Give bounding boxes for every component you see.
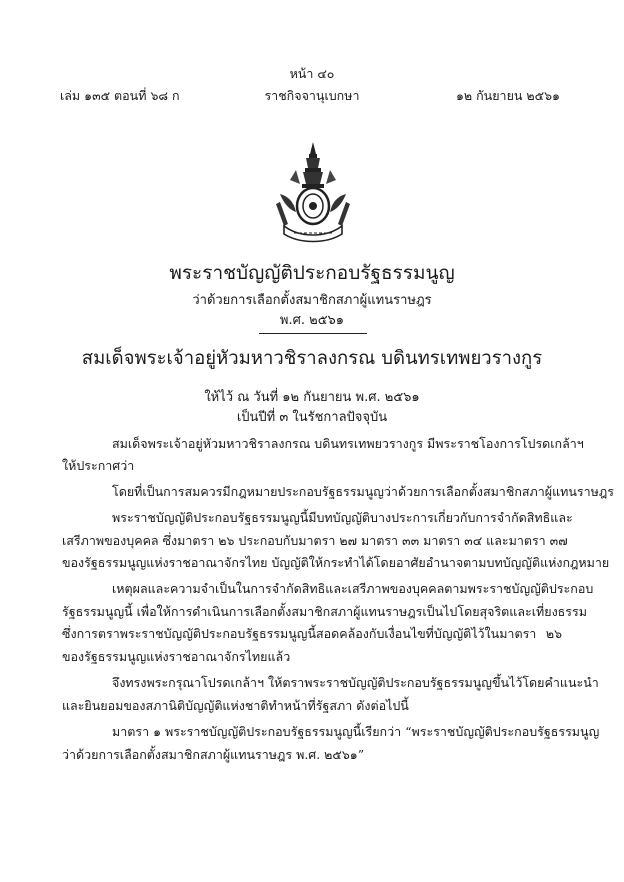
preamble-line: ของรัฐธรรมนูญแห่งราชอาณาจักรไทย บัญญัติให้กระทำได้โดยอาศัยอำนาจตามบทบัญญัติแห่งกฎหมาย: [62, 555, 610, 570]
gazette-name: ราชกิจจานุเบกษา: [264, 88, 360, 103]
preamble-line: พระราชบัญญัติประกอบรัฐธรรมนูญนี้มีบทบัญญัติบางประการเกี่ยวกับการจำกัดสิทธิและ: [112, 510, 573, 525]
preamble-line: จึงทรงพระกรุณาโปรดเกล้าฯ ให้ตราพระราชบัญญัติประกอบรัฐธรรมนูญขึ้นไว้โดยคำแนะนำ: [112, 675, 599, 690]
preamble-line: โดยที่เป็นการสมควรมีกฎหมายประกอบรัฐธรรมนูญว่าด้วยการเลือกตั้งสมาชิกสภาผู้แทนราษฎร: [112, 484, 615, 499]
preamble-line: รัฐธรรมนูญนี้ เพื่อให้การดำเนินการเลือกตั้งสมาชิกสภาผู้แทนราษฎรเป็นไปโดยสุจริตและเที่ยงธรรม: [62, 604, 587, 619]
preamble-line: เสรีภาพของบุคคล ซึ่งมาตรา ๒๖ ประกอบกับมาตรา ๒๗ มาตรา ๓๓ มาตรา ๓๔ และมาตรา ๓๗: [62, 533, 568, 548]
title-divider: [259, 333, 367, 334]
preamble-line: ให้ประกาศว่า: [62, 458, 135, 473]
king-name: สมเด็จพระเจ้าอยู่หัวมหาวชิราลงกรณ บดินทรเทพยวรางกูร: [81, 348, 543, 369]
page-number: หน้า ๔๐: [289, 66, 335, 81]
preamble-line: สมเด็จพระเจ้าอยู่หัวมหาวชิราลงกรณ บดินทรเทพยวรางกูร มีพระราชโองการโปรดเกล้าฯ: [112, 436, 584, 451]
royal-emblem-icon: [270, 140, 356, 244]
preamble-line: เหตุผลและความจำเป็นในการจำกัดสิทธิและเสรีภาพของบุคคลตามพระราชบัญญัติประกอบ: [112, 581, 594, 596]
gazette-date: ๑๒ กันยายน ๒๕๖๑: [455, 88, 560, 103]
reign-year: เป็นปีที่ ๓ ในรัชกาลปัจจุบัน: [236, 410, 388, 425]
given-date: ให้ไว้ ณ วันที่ ๑๒ กันยายน พ.ศ. ๒๕๖๑: [204, 390, 420, 405]
section-1-line: มาตรา ๑ พระราชบัญญัติประกอบรัฐธรรมนูญนี้เรียกว่า “พระราชบัญญัติประกอบรัฐธรรมนูญ: [112, 724, 600, 739]
preamble-line: และยินยอมของสภานิติบัญญัติแห่งชาติทำหน้าที่รัฐสภา ดังต่อไปนี้: [62, 698, 409, 713]
preamble-line: ของรัฐธรรมนูญแห่งราชอาณาจักรไทยแล้ว: [62, 649, 291, 664]
gazette-volume: เล่ม ๑๓๕ ตอนที่ ๖๘ ก: [60, 88, 180, 103]
preamble-line: ซึ่งการตราพระราชบัญญัติประกอบรัฐธรรมนูญนี้สอดคล้องกับเงื่อนไขที่บัญญัติไว้ในมาตรา ๒๖: [62, 626, 562, 641]
act-subtitle: ว่าด้วยการเลือกตั้งสมาชิกสภาผู้แทนราษฎร: [192, 293, 432, 308]
act-title: พระราชบัญญัติประกอบรัฐธรรมนูญ: [169, 262, 455, 284]
act-year: พ.ศ. ๒๕๖๑: [279, 313, 345, 328]
section-1-line: ว่าด้วยการเลือกตั้งสมาชิกสภาผู้แทนราษฎร พ.ศ. ๒๕๖๑”: [62, 747, 365, 762]
